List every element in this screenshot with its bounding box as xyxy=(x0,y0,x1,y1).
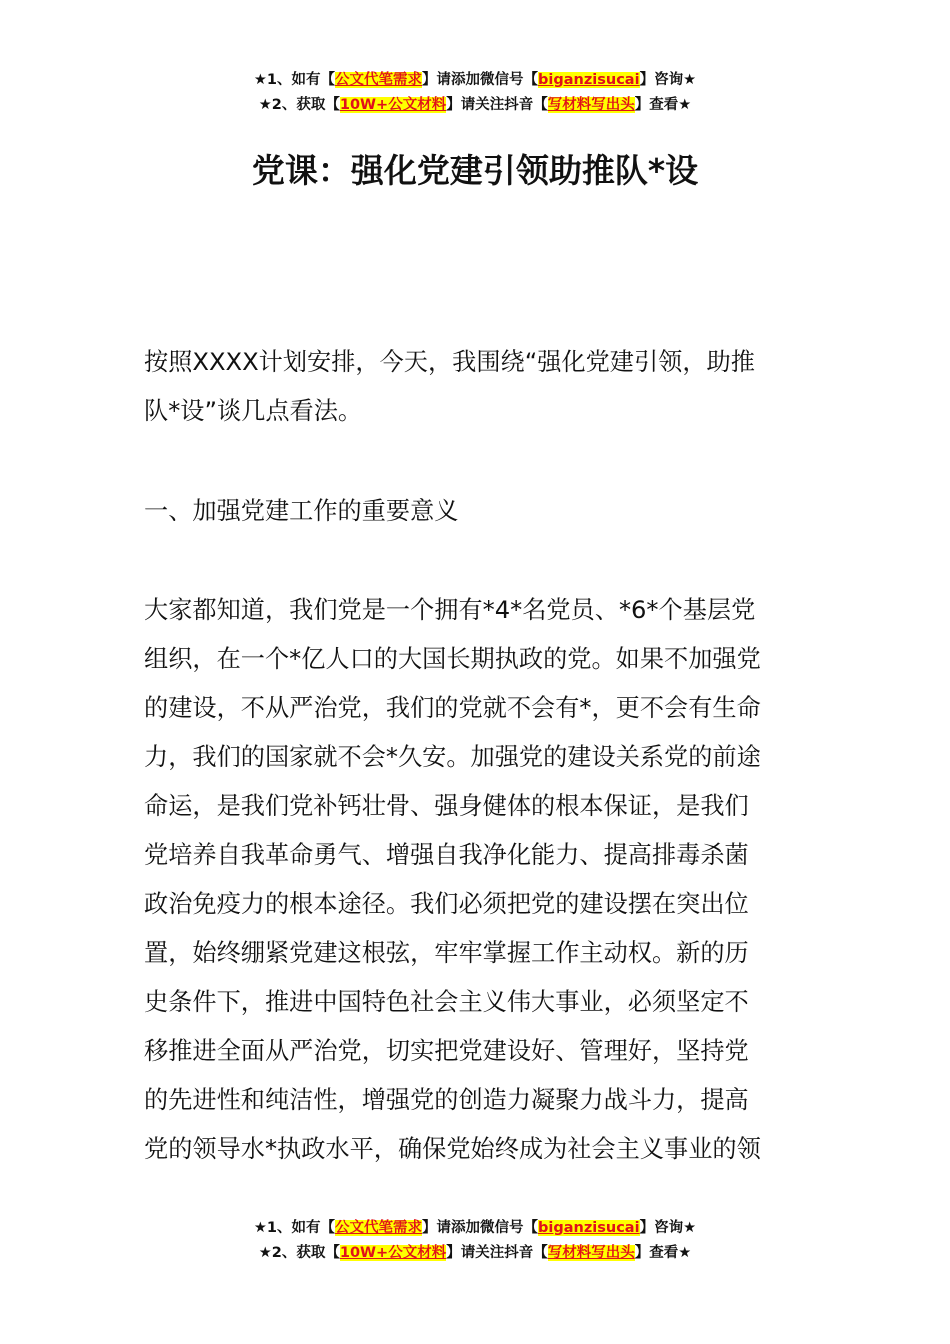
wechat-id-highlight: biganzisucai xyxy=(538,72,640,88)
douyin-id-highlight: 写材料写出头 xyxy=(547,1245,635,1261)
banner-text: 】请关注抖音【 xyxy=(446,1245,548,1261)
banner-text: 】咨询★ xyxy=(639,72,697,88)
footer-banner xyxy=(0,1216,950,1266)
banner-text: 】查看★ xyxy=(634,1245,692,1261)
douyin-id-highlight: 写材料写出头 xyxy=(547,97,635,113)
paragraph-line: 的先进性和纯洁性，增强党的创造力凝聚力战斗力，提高 xyxy=(144,1086,749,1114)
banner-text: 】请添加微信号【 xyxy=(422,72,539,88)
paragraph-line: 按照XXXX计划安排，今天，我围绕“强化党建引领，助推 xyxy=(144,348,755,376)
paragraph-line: 组织，在一个*亿人口的大国长期执政的党。如果不加强党 xyxy=(144,645,761,673)
paragraph-line: 队*设”谈几点看法。 xyxy=(144,397,363,425)
paragraph-line: 移推进全面从严治党，切实把党建设好、管理好，坚持党 xyxy=(144,1037,749,1065)
paragraph-line: 党的领导水*执政水平，确保党始终成为社会主义事业的领 xyxy=(144,1135,761,1163)
intro-paragraph xyxy=(144,338,808,436)
banner-highlight: 公文代笔需求 xyxy=(335,1220,423,1236)
section-heading: 一、加强党建工作的重要意义 xyxy=(144,497,459,525)
paragraph-line: 置，始终绷紧党建这根弦，牢牢掌握工作主动权。新的历 xyxy=(144,939,749,967)
paragraph-line: 党培养自我革命勇气、增强自我净化能力、提高排毒杀菌 xyxy=(144,841,749,869)
paragraph-line: 政治免疫力的根本途径。我们必须把党的建设摆在突出位 xyxy=(144,890,749,918)
banner-text: 】请添加微信号【 xyxy=(422,1220,539,1236)
header-banner xyxy=(0,68,950,118)
banner-line-1 xyxy=(0,68,950,93)
banner-line-1 xyxy=(0,1216,950,1241)
banner-highlight: 公文代笔需求 xyxy=(335,72,423,88)
banner-highlight: 10W+公文材料 xyxy=(339,1245,447,1261)
banner-text: ★1、如有【 xyxy=(253,1220,336,1236)
paragraph-line: 力，我们的国家就不会*久安。加强党的建设关系党的前途 xyxy=(144,743,761,771)
banner-text: ★2、获取【 xyxy=(258,1245,340,1261)
banner-text: ★1、如有【 xyxy=(253,72,336,88)
wechat-id-highlight: biganzisucai xyxy=(538,1220,640,1236)
body-paragraph xyxy=(144,586,808,1174)
banner-line-2 xyxy=(0,93,950,118)
banner-text: 】查看★ xyxy=(634,97,692,113)
banner-text: ★2、获取【 xyxy=(258,97,340,113)
paragraph-line: 史条件下，推进中国特色社会主义伟大事业，必须坚定不 xyxy=(144,988,749,1016)
banner-text: 】咨询★ xyxy=(639,1220,697,1236)
banner-text: 】请关注抖音【 xyxy=(446,97,548,113)
banner-line-2 xyxy=(0,1241,950,1266)
document-title: 党课：强化党建引领助推队*设 xyxy=(251,151,699,190)
paragraph-line: 的建设，不从严治党，我们的党就不会有*，更不会有生命 xyxy=(144,694,761,722)
paragraph-line: 命运，是我们党补钙壮骨、强身健体的根本保证，是我们 xyxy=(144,792,749,820)
banner-highlight: 10W+公文材料 xyxy=(339,97,447,113)
paragraph-line: 大家都知道，我们党是一个拥有*4*名党员、*6*个基层党 xyxy=(144,596,756,624)
